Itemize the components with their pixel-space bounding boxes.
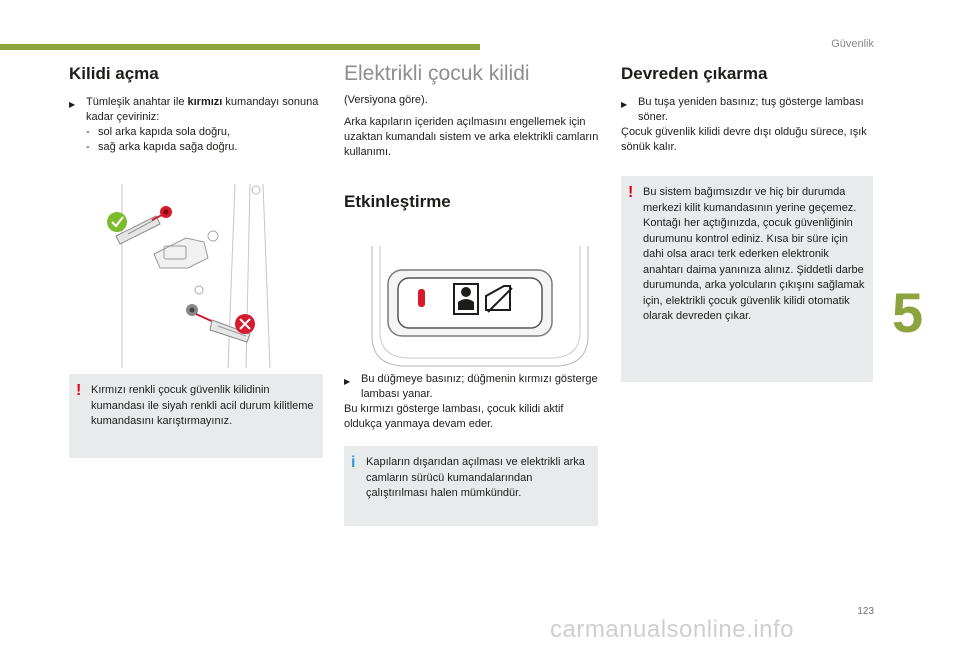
bullet-item (621, 95, 873, 125)
page-number: 123 (857, 606, 874, 617)
electric-lock-title: Elektrikli çocuk kilidi (344, 62, 530, 85)
triangle-bullet-icon: ▶ (69, 100, 76, 109)
bullet-text: Bu düğmeye basınız; düğmenin kırmızı gösterge lambası yanar. (361, 373, 598, 400)
activation-title: Etkinleştirme (344, 192, 451, 211)
triangle-bullet-icon: ▶ (344, 377, 351, 386)
child-lock-button-illustration (368, 246, 592, 370)
deactivation-note: Çocuk güvenlik kilidi devre dışı olduğu sürece, ışık sönük kalır. (621, 126, 867, 153)
description-text: Arka kapıların içeriden açılmasını engellemek için uzaktan kumandalı sistem ve arka elektrikli camların kullanımı. (344, 116, 599, 158)
bullet-text: Tümleşik anahtar ile kırmızı kumandayı sonuna kadar çeviriniz: (86, 96, 319, 123)
unlocking-title: Kilidi açma (69, 64, 159, 83)
bullet-text: Bu tuşa yeniden basınız; tuş gösterge lambası söner. (638, 96, 864, 123)
dash-item: - sol arka kapıda sola doğru, (86, 126, 231, 138)
indicator-note: Bu kırmızı gösterge lambası, çocuk kilidi aktif oldukça yanmaya devam eder. (344, 403, 564, 430)
activation-steps (344, 372, 600, 439)
version-note: (Versiyona göre). (344, 94, 428, 106)
dash-item: - sağ arka kapıda sağa doğru. (86, 141, 238, 153)
exclamation-icon: ! (628, 184, 634, 201)
deactivation-title: Devreden çıkarma (621, 64, 768, 83)
dash-text: sol arka kapıda sola doğru, (98, 126, 231, 138)
chapter-number: 5 (892, 281, 924, 344)
dash-text: sağ arka kapıda sağa doğru. (98, 141, 238, 153)
triangle-bullet-icon: ▶ (621, 100, 628, 109)
info-box-col2 (344, 446, 598, 526)
column-unlocking (69, 66, 324, 155)
info-text: Kapıların dışarıdan açılması ve elektrikli arka camların sürücü kumandalarından çalıştırılması halen mümkündür. (366, 456, 585, 499)
section-label: Güvenlik (831, 38, 874, 50)
watermark: carmanualsonline.info (550, 616, 794, 643)
warning-text: Bu sistem bağımsızdır ve hiç bir durumda merkezi kilit kumandasının yerine geçemez. Kontağı her açtığınızda, çocuk güvenliğinin durumunu kontrol ediniz. Kısa bir süre için dahi olsa aracı terk ederken elektronik anahtarı daima yanınıza alınız. Şiddetli darbe durumunda, arka yolcuların çıkışını sağlamak için, elektrikli çocuk güvenlik kilidi otomatik olarak devreden çıkar. (643, 186, 865, 322)
top-accent-bar (0, 44, 480, 50)
warning-box-col1 (69, 374, 323, 458)
warning-text: Kırmızı renkli çocuk güvenlik kilidinin kumandası ile siyah renkli acil durum kilitleme kumandasını karıştırmayınız. (91, 384, 314, 427)
door-child-lock-illustration (100, 184, 280, 368)
bullet-item (69, 95, 324, 125)
column-electric-child-lock (344, 62, 600, 223)
exclamation-icon: ! (76, 382, 82, 399)
warning-box-col3 (621, 176, 873, 382)
info-i-icon: i (351, 454, 356, 471)
column-deactivation (621, 66, 873, 162)
bullet-item (344, 372, 600, 402)
